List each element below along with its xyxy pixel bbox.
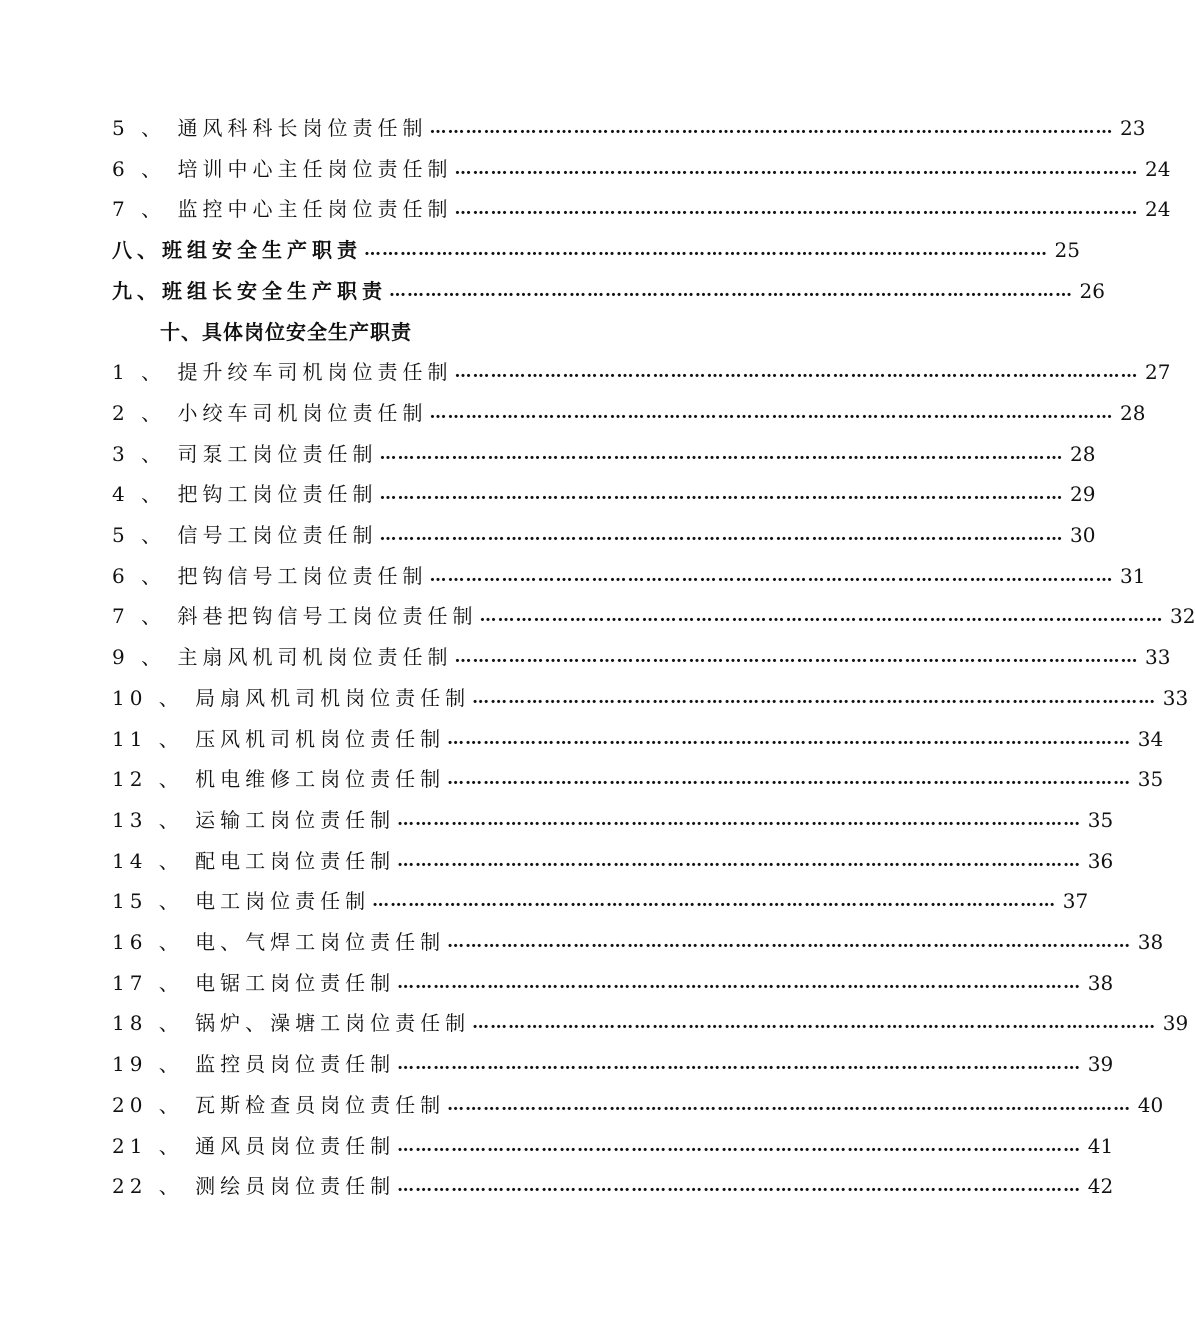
toc-dot-leader: …………………………………………………………………………………………………… (472, 1013, 1157, 1033)
toc-page-number: 35 (1087, 808, 1114, 832)
toc-entry[interactable] (112, 1090, 1164, 1120)
toc-page-number: 24 (1145, 157, 1171, 181)
toc-dot-leader: …………………………………………………………………………………………………… (454, 199, 1139, 219)
toc-page-number: 29 (1070, 482, 1096, 506)
toc-entry[interactable] (112, 357, 1171, 387)
toc-entry-title: 4 、 把钩工岗位责任制 (112, 482, 378, 506)
toc-page-number: 31 (1120, 564, 1146, 588)
toc-entry-title: 1 、 提升绞车司机岗位责任制 (112, 360, 453, 384)
toc-page-number: 26 (1079, 279, 1105, 303)
toc-entry-title: 7 、 监控中心主任岗位责任制 (112, 197, 453, 221)
toc-dot-leader: …………………………………………………………………………………………………… (454, 159, 1139, 179)
toc-entry-title: 16 、 电、气焊工岗位责任制 (112, 930, 446, 954)
toc-entry-title: 12 、 机电维修工岗位责任制 (112, 767, 446, 791)
toc-entry[interactable] (112, 968, 1114, 998)
toc-entry-title: 17 、 电锯工岗位责任制 (112, 971, 396, 995)
toc-entry[interactable] (112, 927, 1164, 957)
toc-entry-title: 3 、 司泵工岗位责任制 (112, 442, 378, 466)
toc-entry[interactable] (112, 1008, 1189, 1038)
toc-entry-title: 9 、 主扇风机司机岗位责任制 (112, 645, 453, 669)
toc-dot-leader: …………………………………………………………………………………………………… (397, 1054, 1082, 1074)
toc-dot-leader: …………………………………………………………………………………………………… (397, 851, 1082, 871)
toc-entry-title: 14 、 配电工岗位责任制 (112, 849, 396, 873)
toc-dot-leader: …………………………………………………………………………………………………… (379, 525, 1064, 545)
toc-page-number: 30 (1070, 523, 1096, 547)
toc-page-number: 25 (1054, 238, 1080, 262)
toc-entry[interactable] (112, 479, 1096, 509)
toc-entry[interactable] (112, 805, 1114, 835)
toc-entry[interactable] (112, 642, 1171, 672)
toc-page-number: 33 (1145, 645, 1171, 669)
toc-page-number: 23 (1120, 116, 1146, 140)
toc-page-number: 41 (1087, 1134, 1114, 1158)
toc-page-number: 33 (1162, 686, 1189, 710)
toc-entry-title: 13 、 运输工岗位责任制 (112, 808, 396, 832)
toc-page-number: 36 (1087, 849, 1114, 873)
toc-entry[interactable] (112, 1049, 1114, 1079)
toc-page-number: 32 (1170, 604, 1195, 628)
toc-entry-title: 6 、 把钩信号工岗位责任制 (112, 564, 428, 588)
toc-page-number: 38 (1087, 971, 1114, 995)
toc-page-number: 34 (1137, 727, 1164, 751)
toc-entry[interactable] (112, 561, 1146, 591)
toc-dot-leader: …………………………………………………………………………………………………… (429, 566, 1114, 586)
toc-page-number: 42 (1087, 1174, 1114, 1198)
toc-entry[interactable] (112, 154, 1171, 184)
toc-entry-title: 5 、 通风科科长岗位责任制 (112, 116, 428, 140)
toc-entry[interactable] (112, 194, 1171, 224)
toc-dot-leader: …………………………………………………………………………………………………… (379, 484, 1064, 504)
toc-page-number: 28 (1070, 442, 1096, 466)
toc-page-number: 39 (1162, 1011, 1189, 1035)
toc-page-number: 35 (1137, 767, 1164, 791)
toc-page-number: 40 (1137, 1093, 1164, 1117)
toc-entry[interactable] (112, 1171, 1114, 1201)
toc-entry[interactable] (112, 846, 1114, 876)
toc-entry-title: 5 、 信号工岗位责任制 (112, 523, 378, 547)
toc-entry-title: 6 、 培训中心主任岗位责任制 (112, 157, 453, 181)
toc-dot-leader: …………………………………………………………………………………………………… (379, 444, 1064, 464)
toc-dot-leader: …………………………………………………………………………………………………… (472, 688, 1157, 708)
toc-entry[interactable] (112, 398, 1146, 428)
toc-entry[interactable] (112, 886, 1089, 916)
toc-entry[interactable] (112, 1131, 1114, 1161)
toc-entry-title: 22 、 测绘员岗位责任制 (112, 1174, 396, 1198)
toc-page-number: 27 (1145, 360, 1171, 384)
toc-dot-leader: …………………………………………………………………………………………………… (447, 1095, 1132, 1115)
toc-entry-title: 九、班组长安全生产职责 (112, 279, 387, 303)
toc-entry-title: 11 、 压风机司机岗位责任制 (112, 727, 446, 751)
toc-dot-leader: …………………………………………………………………………………………………… (429, 403, 1114, 423)
toc-dot-leader: …………………………………………………………………………………………………… (397, 1176, 1082, 1196)
toc-entry-title: 20 、 瓦斯检查员岗位责任制 (112, 1093, 446, 1117)
toc-entry[interactable] (112, 601, 1195, 631)
toc-entry-title: 10 、 局扇风机司机岗位责任制 (112, 686, 471, 710)
toc-entry[interactable] (112, 235, 1080, 265)
toc-dot-leader: …………………………………………………………………………………………………… (429, 118, 1114, 138)
toc-page-number: 28 (1120, 401, 1146, 425)
toc-entry-title: 18 、 锅炉、澡塘工岗位责任制 (112, 1011, 471, 1035)
toc-page-number: 38 (1137, 930, 1164, 954)
toc-entry[interactable] (112, 113, 1146, 143)
toc-entry-title: 19 、 监控员岗位责任制 (112, 1052, 396, 1076)
toc-entry-title: 21 、 通风员岗位责任制 (112, 1134, 396, 1158)
toc-entry[interactable] (112, 683, 1189, 713)
toc-dot-leader: …………………………………………………………………………………………………… (397, 1136, 1082, 1156)
toc-page-number: 37 (1062, 889, 1089, 913)
toc-dot-leader: …………………………………………………………………………………………………… (454, 362, 1139, 382)
toc-entry-title: 2 、 小绞车司机岗位责任制 (112, 401, 428, 425)
toc-dot-leader: …………………………………………………………………………………………………… (364, 240, 1048, 260)
toc-entry-title: 15 、 电工岗位责任制 (112, 889, 371, 913)
toc-page-number: 24 (1145, 197, 1171, 221)
toc-entry[interactable] (112, 764, 1164, 794)
toc-dot-leader: …………………………………………………………………………………………………… (447, 932, 1132, 952)
toc-dot-leader: …………………………………………………………………………………………………… (389, 281, 1073, 301)
toc-entry-title: 7 、 斜巷把钩信号工岗位责任制 (112, 604, 478, 628)
toc-dot-leader: …………………………………………………………………………………………………… (372, 891, 1057, 911)
section-heading: 十、具体岗位安全生产职责 (160, 320, 412, 344)
toc-dot-leader: …………………………………………………………………………………………………… (397, 810, 1082, 830)
toc-dot-leader: …………………………………………………………………………………………………… (454, 647, 1139, 667)
toc-entry[interactable] (112, 724, 1164, 754)
toc-dot-leader: …………………………………………………………………………………………………… (479, 606, 1164, 626)
toc-entry[interactable] (112, 439, 1096, 469)
toc-entry-title: 八、班组安全生产职责 (112, 238, 362, 262)
toc-entry[interactable] (112, 276, 1105, 306)
toc-entry[interactable] (112, 520, 1096, 550)
toc-dot-leader: …………………………………………………………………………………………………… (447, 769, 1132, 789)
toc-dot-leader: …………………………………………………………………………………………………… (447, 729, 1132, 749)
toc-page-number: 39 (1087, 1052, 1114, 1076)
toc-dot-leader: …………………………………………………………………………………………………… (397, 973, 1082, 993)
